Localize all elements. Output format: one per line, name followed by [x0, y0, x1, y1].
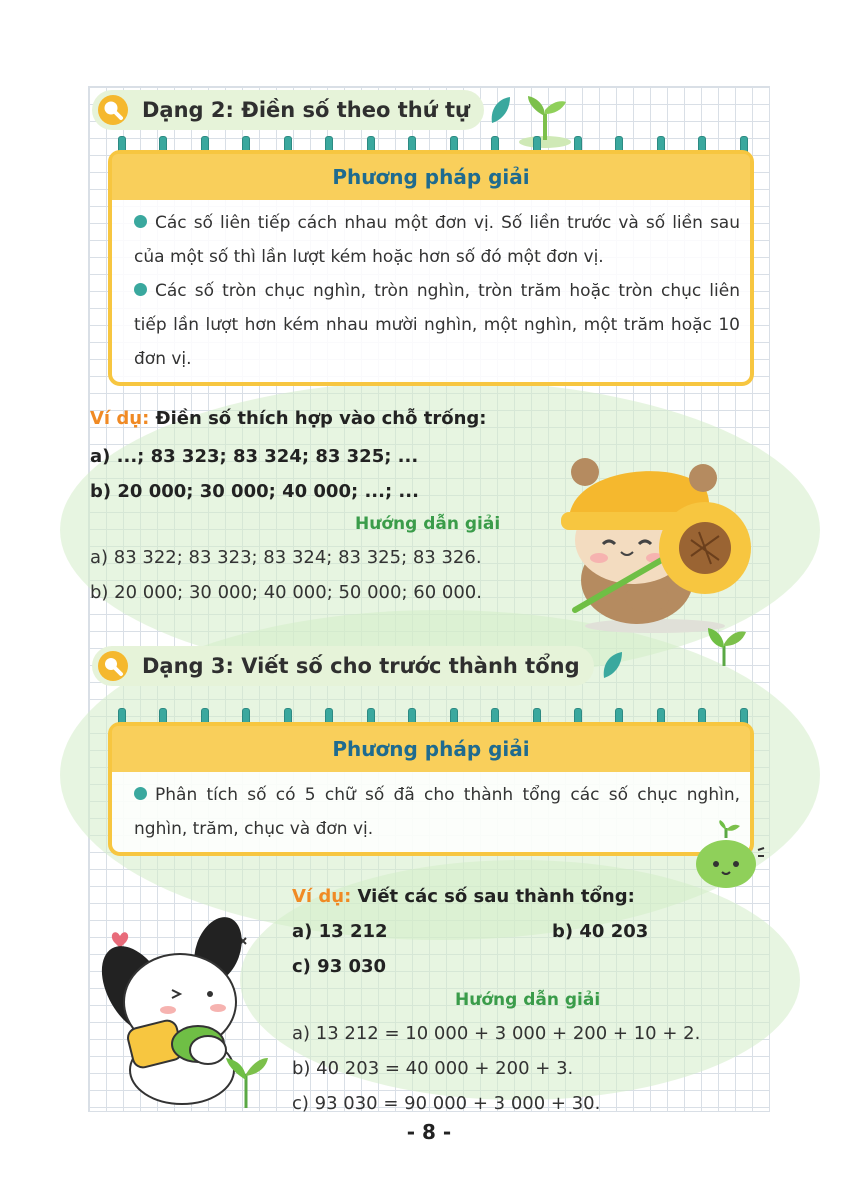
leaf-icon: [488, 95, 514, 125]
answer-line: c) 93 030 = 90 000 + 3 000 + 30.: [292, 1093, 601, 1114]
answer-line: b) 20 000; 30 000; 40 000; 50 000; 60 000.: [90, 582, 482, 603]
method-body: [112, 772, 750, 856]
example-prompt: Ví dụ: Điền số thích hợp vào chỗ trống:: [90, 408, 487, 429]
method-body: [112, 200, 750, 386]
section-2-title: Dạng 2: Điền số theo thứ tự: [142, 98, 470, 122]
section-2-header: [92, 90, 484, 130]
guide-title: Hướng dẫn giải: [355, 514, 501, 534]
method-point: Các số tròn chục nghìn, tròn nghìn, tròn trăm hoặc tròn chục liên tiếp lần lượt hơn kém nhau mười nghìn, một nghìn, một trăm hoặc 10 đơn vị.: [134, 281, 740, 369]
answer-line: a) 13 212 = 10 000 + 3 000 + 200 + 10 + 2.: [292, 1023, 701, 1044]
puppy-illustration: [90, 890, 270, 1110]
magnifier-icon: [98, 95, 128, 125]
bullet-dot-icon: [134, 787, 147, 800]
example-prompt: Ví dụ: Viết các số sau thành tổng:: [292, 886, 635, 907]
bullet-dot-icon: [134, 215, 147, 228]
page-number: - 8 -: [406, 1120, 452, 1144]
bear-sunflower-illustration: [555, 448, 760, 633]
magnifier-icon: [98, 651, 128, 681]
answer-line: a) 83 322; 83 323; 83 324; 83 325; 83 326.: [90, 547, 482, 568]
leaf-icon: [704, 622, 748, 668]
method-box-section-2: [108, 150, 754, 386]
example-item: c) 93 030: [292, 956, 387, 977]
example-item: a) 13 212: [292, 921, 388, 942]
method-title: Phương pháp giải: [112, 154, 750, 200]
bullet-dot-icon: [134, 283, 147, 296]
example-item: b) 40 203: [552, 921, 649, 942]
example-item: a) ...; 83 323; 83 324; 83 325; ...: [90, 446, 419, 467]
example-item: b) 20 000; 30 000; 40 000; ...; ...: [90, 481, 419, 502]
method-point: Các số liên tiếp cách nhau một đơn vị. Số liền trước và số liền sau của một số thì lần lượt kém hoặc hơn số đó một đơn vị.: [134, 213, 740, 267]
green-blob-character-icon: [690, 820, 766, 890]
section-3-title: Dạng 3: Viết số cho trước thành tổng: [142, 654, 580, 678]
heart-icon: [112, 932, 128, 948]
leaf-icon: [600, 650, 626, 680]
method-title: Phương pháp giải: [112, 726, 750, 772]
method-box-section-3: [108, 722, 754, 856]
guide-title: Hướng dẫn giải: [455, 990, 601, 1010]
method-point: Phân tích số có 5 chữ số đã cho thành tổng các số chục nghìn, nghìn, trăm, chục và đơn vị.: [134, 785, 740, 839]
section-3-header: [92, 646, 594, 686]
answer-line: b) 40 203 = 40 000 + 200 + 3.: [292, 1058, 574, 1079]
